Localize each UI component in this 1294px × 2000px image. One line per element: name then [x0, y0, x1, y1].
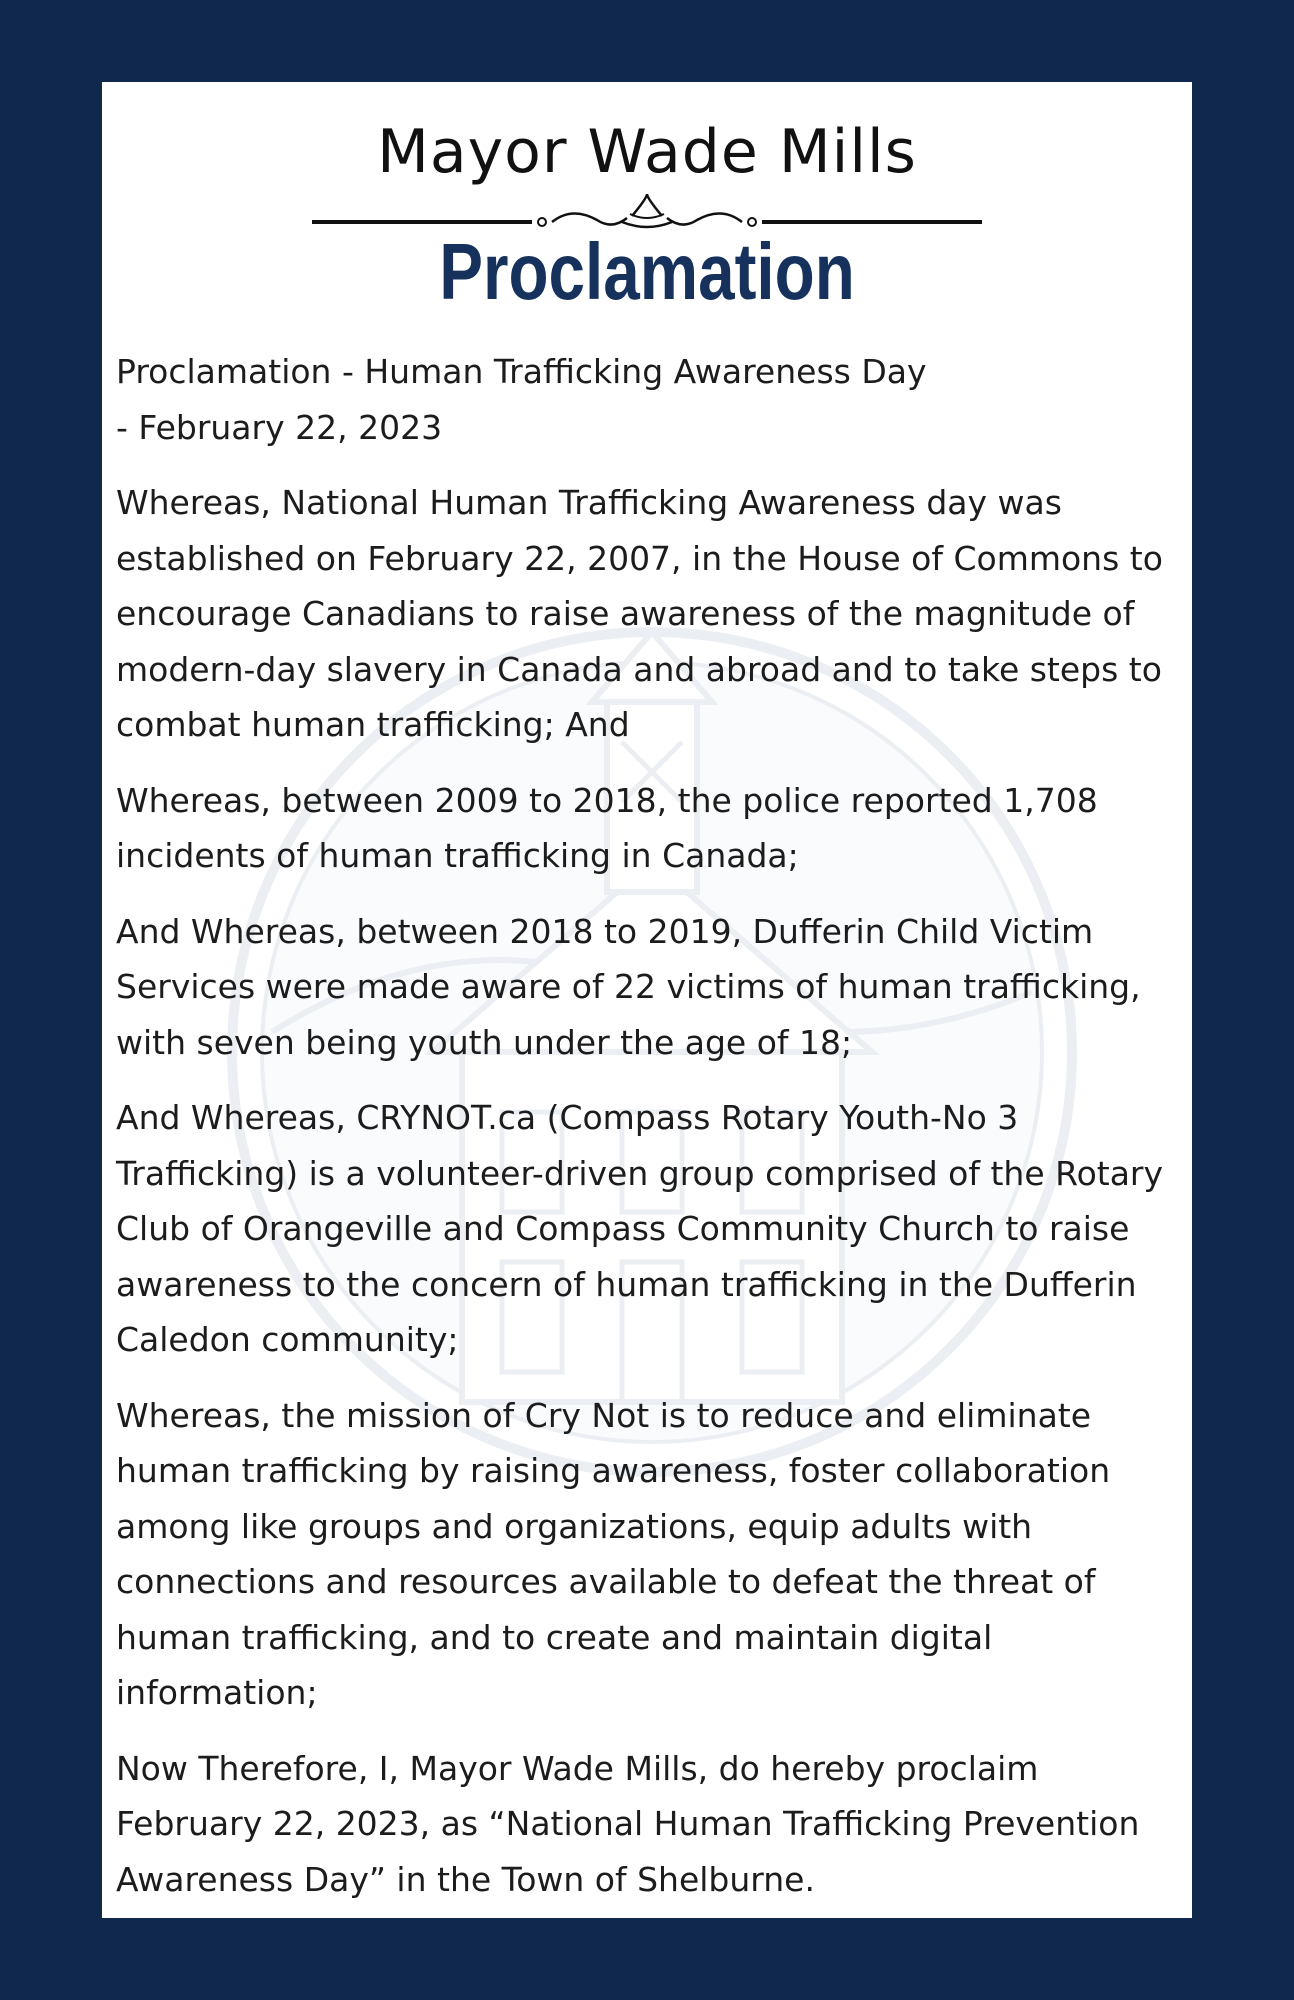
proclamation-title: Proclamation — [439, 227, 855, 316]
whereas-paragraph-5: Whereas, the mission of Cry Not is to reduce and eliminate human trafficking by raising awareness, foster collaboration among like groups and organizations, equip adults with connections and resources available to defeat the threat of human trafficking, and to create and maintain digital information; — [116, 1395, 1111, 1712]
proclamation-card — [102, 82, 1192, 1918]
whereas-paragraph-4: And Whereas, CRYNOT.ca (Compass Rotary Youth-No 3 Trafficking) is a volunteer-driven group comprised of the Rotary Club of Orangeville and Compass Community Church to raise awareness to the concern of human trafficking in the Dufferin Caledon community; — [116, 1098, 1164, 1359]
mayor-name-heading: Mayor Wade Mills — [377, 117, 917, 187]
proclaim-paragraph: Now Therefore, I, Mayor Wade Mills, do hereby proclaim February 22, 2023, as “National Human Trafficking Prevention Awareness Day” in the Town of Shelburne. — [116, 1748, 1140, 1899]
whereas-paragraph-2: Whereas, between 2009 to 2018, the police reported 1,708 incidents of human trafficking in Canada; — [116, 780, 1098, 875]
whereas-paragraph-3: And Whereas, between 2018 to 2019, Dufferin Child Victim Services were made aware of 22 victims of human trafficking, with seven being youth under the age of 18; — [116, 911, 1141, 1062]
proclamation-subtitle — [116, 344, 1182, 455]
subtitle-line-2: - February 22, 2023 — [116, 407, 443, 447]
proclamation-header — [102, 112, 1192, 316]
proclamation-body — [116, 344, 1182, 1918]
whereas-paragraph-1: Whereas, National Human Trafficking Awareness day was established on February 22, 2007, in the House of Commons to encourage Canadians to raise awareness of the magnitude of modern-day slavery in Canada and abroad and to take steps to combat human trafficking; And — [116, 483, 1163, 744]
subtitle-line-1: Proclamation - Human Trafficking Awareness Day — [116, 352, 927, 391]
